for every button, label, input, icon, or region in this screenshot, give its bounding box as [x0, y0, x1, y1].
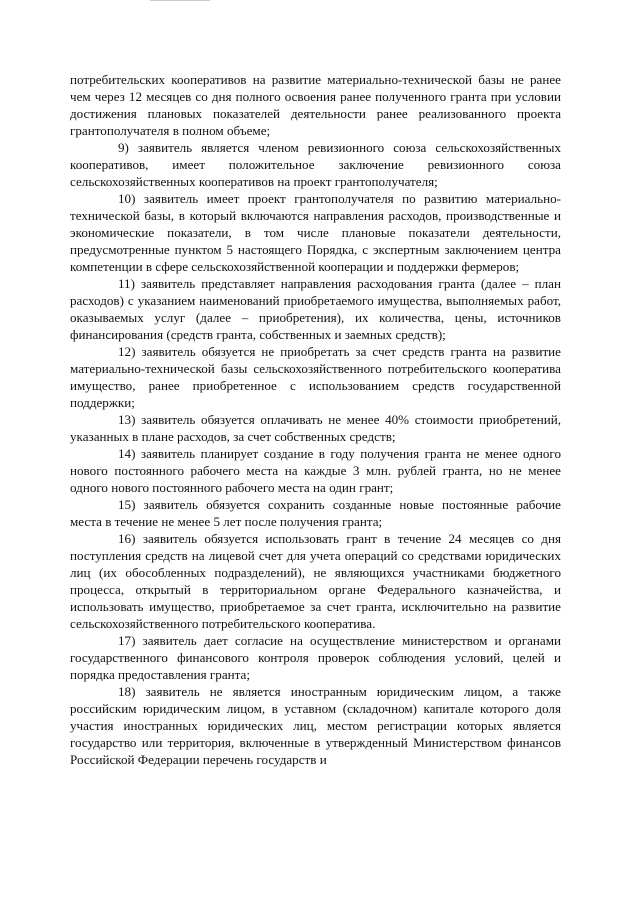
- paragraph-item-16: 16) заявитель обязуется использовать грант в течение 24 месяцев со дня поступления средств на лицевой счет для учета операций со средствами юридических лиц (их обособленных подразделений), не являющихся участниками бюджетного процесса, открытый в территориальном органе Федерального казначейства, и использовать имущество, приобретаемое за счет гранта, исключительно на развитие сельскохозяйственного потребительского кооператива.: [70, 531, 561, 631]
- paragraph-item-10: 10) заявитель имеет проект грантополучателя по развитию материально-технической базы, в который включаются направления расходов, производственные и экономические показатели, в том числе плановые показатели деятельности, предусмотренные пунктом 5 настоящего Порядка, с экспертным заключением центра компетенции в сфере сельскохозяйственной кооперации и поддержки фермеров;: [70, 191, 561, 274]
- paragraph-item-8-continuation: потребительских кооперативов на развитие материально-технической базы не ранее чем через 12 месяцев со дня полного освоения ранее полученного гранта при условии достижения плановых показателей деятельности ранее реализованного проекта грантополучателя в полном объеме;: [70, 72, 561, 138]
- paragraph-item-14: 14) заявитель планирует создание в году получения гранта не менее одного нового постоянного рабочего места на каждые 3 млн. рублей гранта, но не менее одного нового постоянного рабочего места на один грант;: [70, 446, 561, 495]
- paragraph-item-12: 12) заявитель обязуется не приобретать за счет средств гранта на развитие материально-технической базы сельскохозяйственного потребительского кооператива имущество, ранее приобретенное с использованием средств государственной поддержки;: [70, 344, 561, 410]
- paragraph-item-9: 9) заявитель является членом ревизионного союза сельскохозяйственных кооперативов, имеет положительное заключение ревизионного союза сельскохозяйственных кооперативов на проект грантополучателя;: [70, 140, 561, 189]
- paragraph-item-15: 15) заявитель обязуется сохранить созданные новые постоянные рабочие места в течение не менее 5 лет после получения гранта;: [70, 497, 561, 529]
- paragraph-item-18: 18) заявитель не является иностранным юридическим лицом, а также российским юридическим лицом, в уставном (складочном) капитале которого доля участия иностранных юридических лиц, местом регистрации которых является государство или территория, включенные в утвержденный Министерством финансов Российской Федерации перечень государств и: [70, 684, 561, 767]
- paragraph-item-11: 11) заявитель представляет направления расходования гранта (далее – план расходов) с указанием наименований приобретаемого имущества, выполняемых работ, оказываемых услуг (далее – приобретения), их количества, цены, источников финансирования (средств гранта, собственных и заемных средств);: [70, 276, 561, 342]
- document-page: [70, 71, 561, 768]
- scan-artifact-line: [150, 0, 210, 3]
- paragraph-item-13: 13) заявитель обязуется оплачивать не менее 40% стоимости приобретений, указанных в плане расходов, за счет собственных средств;: [70, 412, 561, 444]
- paragraph-item-17: 17) заявитель дает согласие на осуществление министерством и органами государственного финансового контроля проверок соблюдения условий, целей и порядка предоставления гранта;: [70, 633, 561, 682]
